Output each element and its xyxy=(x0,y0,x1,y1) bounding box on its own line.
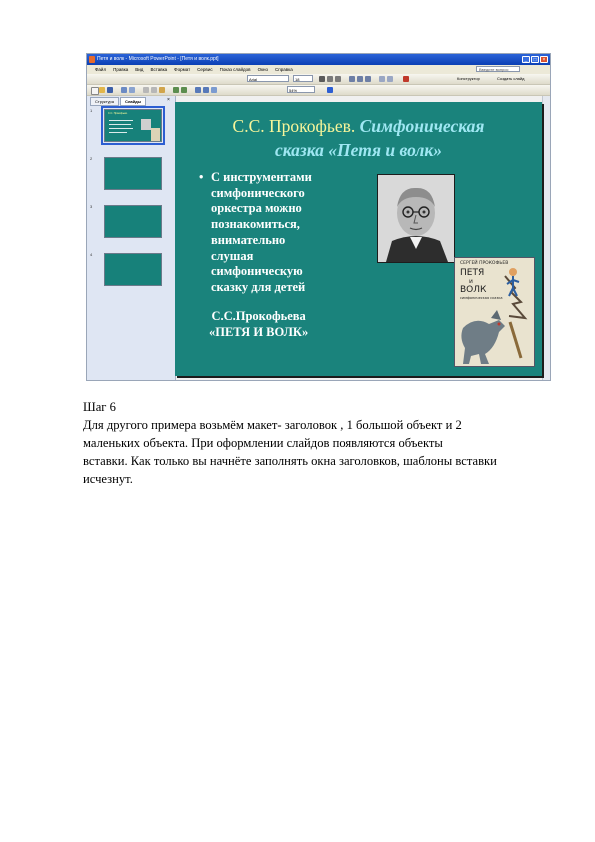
slide-thumbnail-3[interactable] xyxy=(104,205,162,238)
credit-line: С.С.Прокофьева xyxy=(211,309,306,323)
menu-tools[interactable]: Сервис xyxy=(197,67,213,72)
underline-icon[interactable] xyxy=(335,76,341,82)
book-title-3: ВОЛК xyxy=(460,285,487,295)
window-titlebar xyxy=(87,54,550,65)
menu-help[interactable]: Справка xyxy=(275,67,293,72)
undo-icon[interactable] xyxy=(173,87,179,93)
body-line: симфоническую xyxy=(211,264,303,279)
zoom-field[interactable]: 54% xyxy=(287,86,315,93)
numbering-icon[interactable] xyxy=(379,76,385,82)
slide-thumbnail-number: 1 xyxy=(90,108,93,113)
pane-close-icon[interactable]: × xyxy=(167,97,170,103)
paste-icon[interactable] xyxy=(159,87,165,93)
font-size-field[interactable]: 18 xyxy=(293,75,313,82)
align-left-icon[interactable] xyxy=(349,76,355,82)
help-question-input[interactable]: Введите вопрос xyxy=(476,66,520,72)
menu-view[interactable]: Вид xyxy=(135,67,144,72)
window-title: Петя и волк - Microsoft PowerPoint - [Петя и волк.ppt] xyxy=(97,56,219,62)
slide-title-sub: Симфоническая xyxy=(359,116,485,136)
menu-insert[interactable]: Вставка xyxy=(150,67,168,72)
bold-icon[interactable] xyxy=(319,76,325,82)
paragraph-line: исчезнут. xyxy=(83,472,133,486)
menu-format[interactable]: Формат xyxy=(174,67,191,72)
body-line: С инструментами xyxy=(211,170,312,184)
copy-icon[interactable] xyxy=(151,87,157,93)
body-line: оркестра можно xyxy=(211,201,302,216)
powerpoint-app-icon xyxy=(89,56,95,63)
paragraph-line: вставки. Как только вы начнёте заполнять окна заголовков, шаблоны вставки xyxy=(83,454,497,468)
slide-thumbnail-1[interactable] xyxy=(104,109,162,142)
insert-chart-icon[interactable] xyxy=(195,87,201,93)
print-icon[interactable] xyxy=(121,87,127,93)
menu-slideshow[interactable]: Показ слайдов xyxy=(219,67,251,72)
paragraph-line: Для другого примера возьмём макет- заголовок , 1 большой объект и 2 xyxy=(83,418,462,432)
redo-icon[interactable] xyxy=(181,87,187,93)
new-slide-button[interactable]: Создать слайд xyxy=(497,76,525,81)
book-subtitle: симфоническая сказка xyxy=(460,296,503,300)
menu-edit[interactable]: Правка xyxy=(113,67,129,72)
new-document-icon[interactable] xyxy=(91,87,99,95)
design-button[interactable]: Конструктор xyxy=(457,76,480,81)
slide-thumbnail-2[interactable] xyxy=(104,157,162,190)
save-icon[interactable] xyxy=(107,87,113,93)
book-title-1: ПЕТЯ xyxy=(460,268,485,278)
book-cover-image[interactable] xyxy=(454,257,535,367)
current-slide[interactable] xyxy=(175,102,542,376)
document-body xyxy=(83,398,563,488)
slide-credit-text[interactable] xyxy=(209,308,308,340)
help-icon[interactable] xyxy=(327,87,333,93)
slide-thumbnail-4[interactable] xyxy=(104,253,162,286)
close-button[interactable]: × xyxy=(540,56,548,63)
standard-toolbar xyxy=(87,85,550,96)
vertical-scrollbar[interactable] xyxy=(542,96,551,381)
formatting-toolbar xyxy=(87,74,550,85)
body-line: познакомиться, xyxy=(211,217,300,232)
cut-icon[interactable] xyxy=(143,87,149,93)
slide-thumbnail-number: 2 xyxy=(90,156,93,161)
portrait-drawing xyxy=(378,175,454,262)
bullet-icon: • xyxy=(199,170,204,184)
italic-icon[interactable] xyxy=(327,76,333,82)
book-author: СЕРГЕЙ ПРОКОФЬЕВ xyxy=(460,261,509,266)
bullets-icon[interactable] xyxy=(387,76,393,82)
paragraph-line: маленьких объекта. При оформлении слайдов появляются объекты xyxy=(83,436,443,450)
slide-title-line-2[interactable]: сказка «Петя и волк» xyxy=(274,140,443,160)
slide-thumbnail-number: 4 xyxy=(90,252,93,257)
print-preview-icon[interactable] xyxy=(129,87,135,93)
tab-outline[interactable]: Структура xyxy=(90,97,119,106)
slide-title-main: С.С. Прокофьев. xyxy=(232,116,356,136)
minimize-button[interactable]: _ xyxy=(522,56,530,63)
menu-bar xyxy=(87,65,550,74)
slide-thumbnail-number: 3 xyxy=(90,204,93,209)
body-line: слушая xyxy=(211,248,254,263)
slide-body-text[interactable] xyxy=(211,170,312,296)
prokofiev-portrait-image[interactable] xyxy=(377,174,455,263)
font-color-icon[interactable] xyxy=(403,76,409,82)
font-name-field[interactable]: Arial xyxy=(247,75,289,82)
maximize-button[interactable]: □ xyxy=(531,56,539,63)
align-center-icon[interactable] xyxy=(357,76,363,82)
menu-file[interactable]: Файл xyxy=(95,67,107,72)
step-heading: Шаг 6 xyxy=(83,400,116,414)
menu-window[interactable]: Окно xyxy=(257,67,269,72)
insert-picture-icon[interactable] xyxy=(211,87,217,93)
open-folder-icon[interactable] xyxy=(99,87,105,93)
thumbnail-book xyxy=(151,128,160,141)
body-line: симфонического xyxy=(211,185,305,200)
body-line: внимательно xyxy=(211,232,286,247)
credit-line: «ПЕТЯ И ВОЛК» xyxy=(209,325,309,339)
insert-table-icon[interactable] xyxy=(203,87,209,93)
slides-pane xyxy=(87,96,176,381)
tab-slides[interactable]: Слайды xyxy=(120,97,146,106)
thumbnail-portrait xyxy=(141,119,151,130)
align-right-icon[interactable] xyxy=(365,76,371,82)
thumbnail-title: С.С. Прокофьев. xyxy=(108,112,128,115)
slide-title-line-1[interactable] xyxy=(175,116,542,137)
body-line: сказку для детей xyxy=(211,279,306,294)
book-title-2: и xyxy=(469,278,473,285)
